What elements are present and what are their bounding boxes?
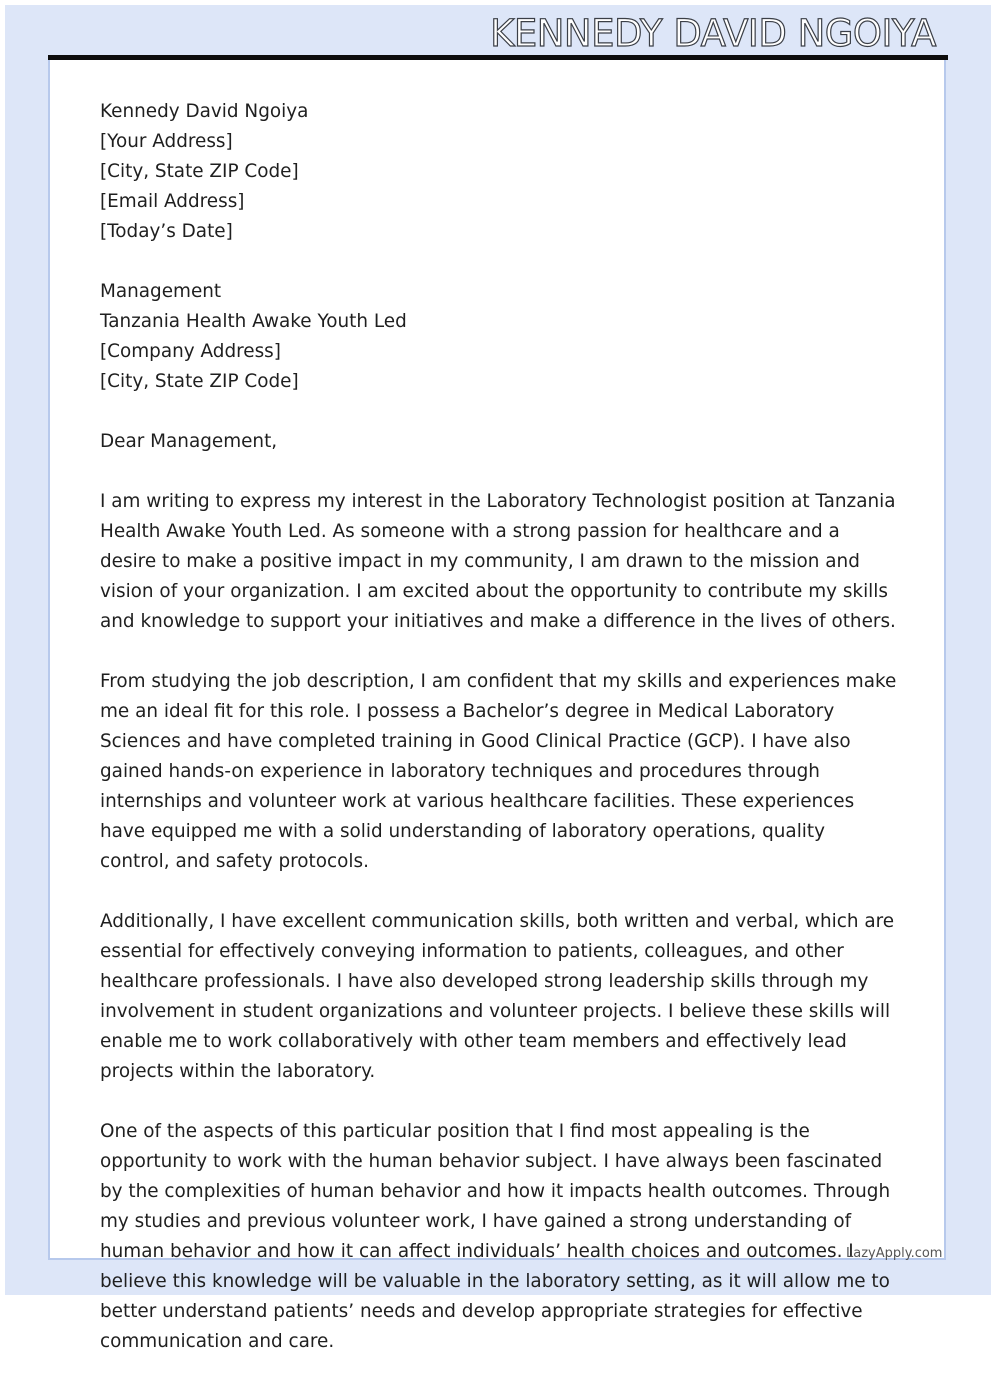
watermark: LazyApply.com	[846, 1246, 943, 1261]
salutation: Dear Management,	[100, 431, 278, 452]
applicant-name-heading: KENNEDY DAVID NGOIYA	[490, 12, 936, 55]
body-paragraph-skills: Additionally, I have excellent communication skills, both written and verbal, which are essential for effectively conveying information to patients, colleagues, and other healthcare professionals. I have also developed strong leadership skills through my involvement in student organizations and volunteer projects. I believe these skills will enable me to work collaboratively with other team members and effectively lead projects within the laboratory.	[100, 911, 895, 1082]
sender-city-state-zip: [City, State ZIP Code]	[100, 161, 299, 182]
sender-email: [Email Address]	[100, 191, 245, 212]
recipient-company: Tanzania Health Awake Youth Led	[100, 311, 407, 332]
recipient-address-block	[100, 277, 900, 397]
body-paragraph-motivation: One of the aspects of this particular position that I find most appealing is the opportunity to work with the human behavior subject. I have always been fascinated by the complexities of human behavior and how it impacts health outcomes. Through my studies and previous volunteer work, I have gained a strong understanding of human behavior and how it can affect individuals’ health choices and outcomes. I believe this knowledge will be valuable in the laboratory setting, as it will allow me to better understand patients’ needs and develop appropriate strategies for effective communication and care.	[100, 1121, 891, 1352]
recipient-name: Management	[100, 281, 222, 302]
recipient-city-state-zip: [City, State ZIP Code]	[100, 371, 299, 392]
letter-body	[100, 97, 900, 1387]
body-paragraph-qualifications: From studying the job description, I am confident that my skills and experiences make me an ideal fit for this role. I possess a Bachelor’s degree in Medical Laboratory Sciences and have completed training in Good Clinical Practice (GCP). I have also gained hands-on experience in laboratory techniques and procedures through internships and volunteer work at various healthcare facilities. These experiences have equipped me with a solid understanding of laboratory operations, quality control, and safety protocols.	[100, 671, 897, 872]
sender-name: Kennedy David Ngoiya	[100, 101, 309, 122]
letter-date: [Today’s Date]	[100, 221, 233, 242]
sender-address-block	[100, 97, 900, 247]
body-paragraph-intro: I am writing to express my interest in the Laboratory Technologist position at Tanzania Health Awake Youth Led. As someone with a strong passion for healthcare and a desire to make a positive impact in my community, I am drawn to the mission and vision of your organization. I am excited about the opportunity to contribute my skills and knowledge to support your initiatives and make a difference in the lives of others.	[100, 491, 896, 632]
sender-address: [Your Address]	[100, 131, 233, 152]
recipient-address: [Company Address]	[100, 341, 281, 362]
